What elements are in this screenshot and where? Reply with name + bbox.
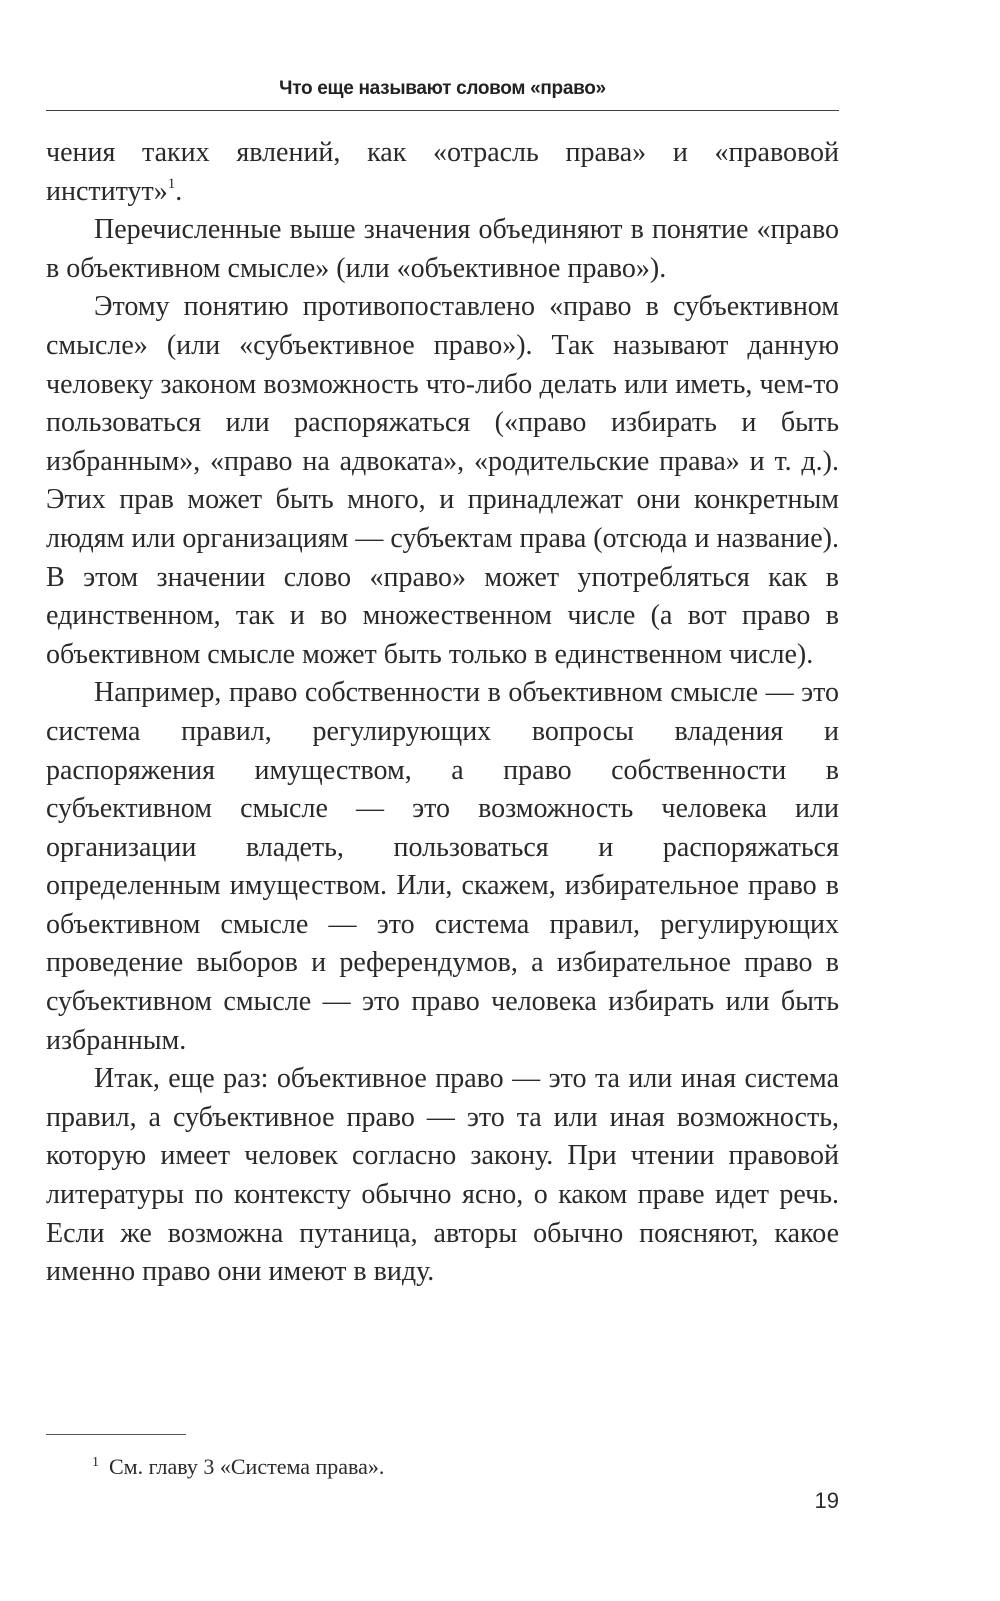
body-text [46, 134, 839, 1292]
paragraph-1-text: чения таких явлений, как «отрасль права» и «правовой институт» [46, 137, 839, 207]
footnote-reference[interactable]: 1 [167, 175, 176, 192]
footnote [92, 1454, 384, 1480]
footnote-text: См. главу 3 «Система права». [109, 1454, 385, 1479]
paragraph-2: Перечисленные выше значения объединяют в понятие «право в объективном смысле» (или «объективное право»). [46, 214, 839, 284]
running-head: Что еще называют словом «право» [279, 78, 606, 99]
page-number: 19 [814, 1488, 839, 1513]
paragraph-5: Итак, еще раз: объективное право — это та или иная система правил, а субъективное право — это та или иная возможность, которую имеет человек согласно закону. При чтении правовой литературы по контексту обычно ясно, о каком праве идет речь. Если же возможна путаница, авторы обычно поясняют, какое именно право они имеют в виду. [46, 1063, 839, 1288]
paragraph-4: Например, право собственности в объективном смысле — это система правил, регулирующих вопросы владения и распоряжения имуществом, а право собственности в субъективном смысле — это возможность человека или организации владеть, пользоваться и распоряжаться определенным имуществом. Или, скажем, избирательное право в объективном смысле — это система правил, регулирующих проведение выборов и референдумов, а избирательное право в субъективном смысле — это право человека избирать или быть избранным. [46, 677, 839, 1056]
paragraph-3: Этому понятию противопоставлено «право в субъективном смысле» (или «субъективное право»). Так называют данную человеку законом возможность что-либо делать или иметь, чем-то пользоваться или распоряжаться («право избирать и быть избранным», «право на адвоката», «родительские права» и т. д.). Этих прав может быть много, и принадлежат они конкретным людям или организациям — субъектам права (отсюда и название). В этом значении слово «право» может употребляться как в единственном, так и во множественном числе (а вот право в объективном смысле может быть только в единственном числе). [46, 291, 839, 670]
paragraph-1 [46, 134, 839, 211]
footnote-number: 1 [92, 1455, 99, 1470]
paragraph-1-tail: . [175, 175, 183, 207]
header-rule [46, 110, 839, 111]
footnote-rule [46, 1434, 186, 1435]
